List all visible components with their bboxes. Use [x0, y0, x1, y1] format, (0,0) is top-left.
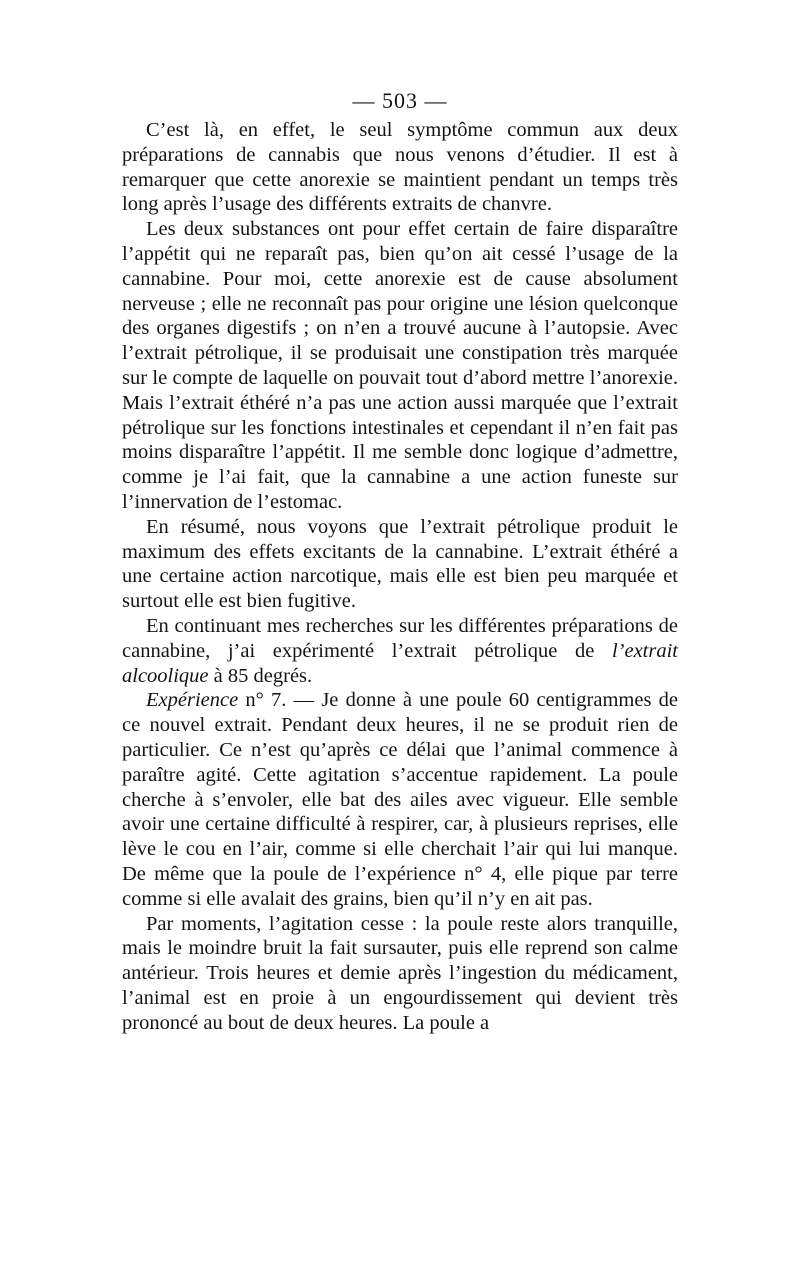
paragraph-1	[122, 118, 678, 217]
paragraph-text: En continuant mes recherches sur les différentes préparations de cannabine, j’ai expérimenté l’extrait pétrolique de	[122, 614, 678, 662]
italic-term: l’extrait alcoolique	[122, 639, 678, 687]
paragraph-text: Les deux substances ont pour effet certain de faire disparaître l’appétit qui ne reparaît pas, bien qu’on ait cessé l’usage de la cannabine. Pour moi, cette anorexie est de cause absolument nerveuse ; elle ne reconnaît pas pour origine une lésion quelconque des organes digestifs ; on n’en a trouvé aucune à l’autopsie. Avec l’extrait pétrolique, il se produisait une constipation très marquée sur le compte de laquelle on pouvait tout d’abord mettre l’anorexie. Mais l’extrait éthéré n’a pas une action aussi marquée que l’extrait pétrolique sur les fonctions intestinales et cependant il n’en fait pas moins disparaître l’appétit. Il me semble donc logique d’admettre, comme je l’ai fait, que la cannabine a une action funeste sur l’innervation de l’estomac.	[122, 218, 678, 513]
paragraph-3	[122, 515, 678, 614]
paragraph-text: En résumé, nous voyons que l’extrait pétrolique produit le maximum des effets excitants de la cannabine. L’extrait éthéré a une certaine action narcotique, mais elle est bien peu marquée et surtout elle est bien fugitive.	[122, 515, 678, 613]
paragraph-text: n° 7. — Je donne à une poule 60 centigrammes de ce nouvel extrait. Pendant deux heures, il ne se produit rien de particulier. Ce n’est qu’après ce délai que l’animal commence à paraître agité. Cette agitation s’accentue rapidement. La poule cherche à s’envoler, elle bat des ailes avec vigueur. Elle semble avoir une certaine difficulté à respirer, car, à plusieurs reprises, elle lève le cou en l’air, comme si elle cherchait l’air qui lui manque. De même que la poule de l’expérience n° 4, elle pique par terre comme si elle avalait des grains, bien qu’il n’y en ait pas.	[122, 689, 678, 910]
page-number: — 503 —	[352, 88, 448, 113]
book-page	[122, 86, 678, 1035]
paragraph-2	[122, 217, 678, 515]
paragraph-6	[122, 912, 678, 1036]
paragraph-text: C’est là, en effet, le seul symptôme commun aux deux préparations de cannabis que nous venons d’étudier. Il est à remarquer que cette anorexie se maintient pendant un temps très long après l’usage des différents extraits de chanvre.	[122, 119, 678, 216]
paragraph-4	[122, 614, 678, 688]
paragraph-text: à 85 degrés.	[208, 664, 313, 687]
paragraph-5	[122, 688, 678, 911]
italic-term: Expérience	[146, 689, 239, 712]
paragraph-text: Par moments, l’agitation cesse : la poule reste alors tranquille, mais le moindre bruit la fait sursauter, puis elle reprend son calme antérieur. Trois heures et demie après l’ingestion du médicament, l’animal est en proie à un engourdissement qui devient très prononcé au bout de deux heures. La poule a	[122, 912, 678, 1034]
